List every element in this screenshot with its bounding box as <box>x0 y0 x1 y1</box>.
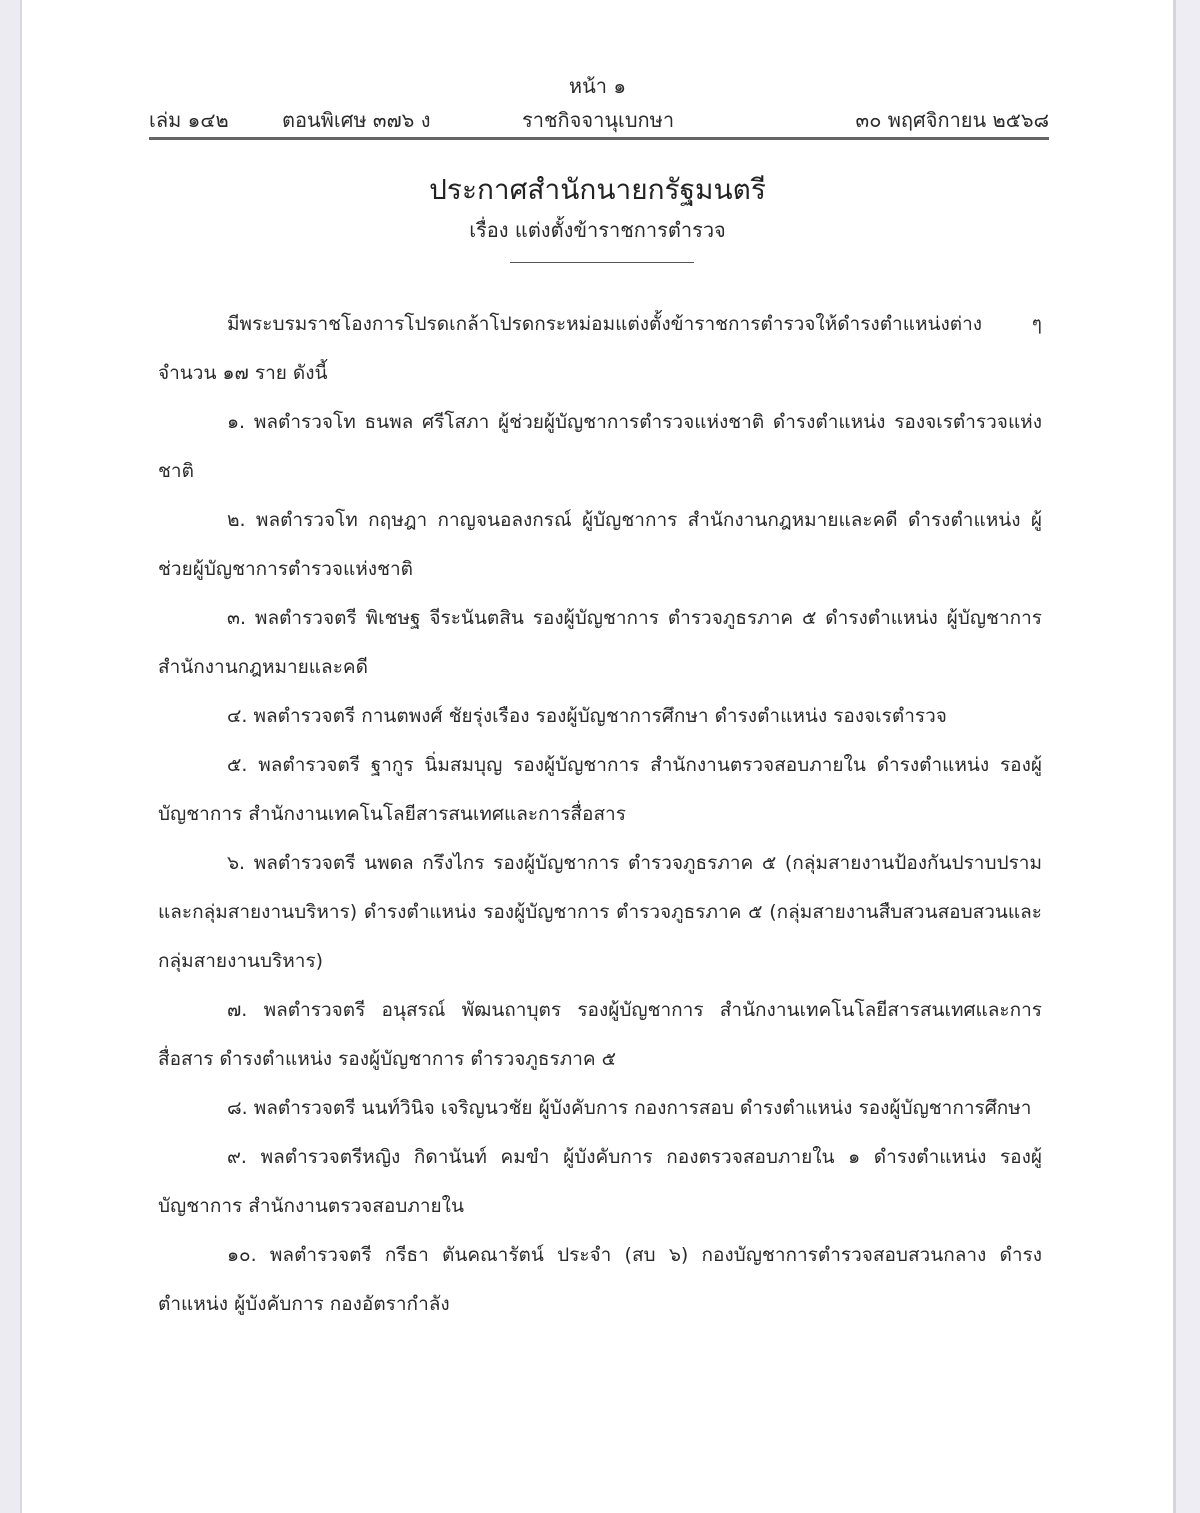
publication-name: ราชกิจจานุเบกษา <box>522 108 675 132</box>
header-divider <box>149 137 1049 140</box>
page-number: หน้า ๑ <box>568 74 627 98</box>
appointment-item-8: ๘. พลตำรวจตรี นนท์วินิจ เจริญนวชัย ผู้บังคับการ กองการสอบ ดำรงตำแหน่ง รองผู้บัญชาการศึกษา <box>227 1097 1032 1119</box>
volume-number: เล่ม ๑๔๒ <box>149 108 229 132</box>
document-subject: เรื่อง แต่งตั้งข้าราชการตำรวจ <box>469 218 726 242</box>
appointment-item-2: ๒. พลตำรวจโท กฤษฎา กาญจนอลงกรณ์ ผู้บัญชาการ สำนักงานกฎหมายและคดี ดำรงตำแหน่ง ผู้ช่วยผู้บัญชาการตำรวจแห่งชาติ <box>158 509 1042 580</box>
document-title: ประกาศสำนักนายกรัฐมนตรี <box>429 173 766 206</box>
viewer-left-gutter <box>0 0 22 1513</box>
intro-paragraph: มีพระบรมราชโองการโปรดเกล้าโปรดกระหม่อมแต่งตั้งข้าราชการตำรวจให้ดำรงตำแหน่งต่าง ๆ จำนวน ๑๗ ราย ดังนี้ <box>158 313 1042 384</box>
appointment-item-1: ๑. พลตำรวจโท ธนพล ศรีโสภา ผู้ช่วยผู้บัญชาการตำรวจแห่งชาติ ดำรงตำแหน่ง รองจเรตำรวจแห่งชาติ <box>158 411 1042 482</box>
appointment-item-3: ๓. พลตำรวจตรี พิเชษฐ จีระนันตสิน รองผู้บัญชาการ ตำรวจภูธรภาค ๕ ดำรงตำแหน่ง ผู้บัญชาการ สำนักงานกฎหมายและคดี <box>158 607 1042 678</box>
publication-date: ๓๐ พฤศจิกายน ๒๕๖๘ <box>855 108 1049 132</box>
document-body <box>158 300 1042 1329</box>
appointment-item-7: ๗. พลตำรวจตรี อนุสรณ์ พัฒนถาบุตร รองผู้บัญชาการ สำนักงานเทคโนโลยีสารสนเทศและการสื่อสาร ดำรงตำแหน่ง รองผู้บัญชาการ ตำรวจภูธรภาค ๕ <box>158 999 1042 1070</box>
document-page <box>22 0 1173 1513</box>
viewer-scrollbar-track[interactable] <box>1173 0 1200 1513</box>
issue-number: ตอนพิเศษ ๓๗๖ ง <box>282 108 431 132</box>
gazette-header <box>149 104 1049 134</box>
appointment-item-4: ๔. พลตำรวจตรี กานตพงศ์ ชัยรุ่งเรือง รองผู้บัญชาการศึกษา ดำรงตำแหน่ง รองจเรตำรวจ <box>227 705 947 727</box>
title-divider <box>510 262 694 263</box>
appointment-item-9: ๙. พลตำรวจตรีหญิง กิดานันท์ คมขำ ผู้บังคับการ กองตรวจสอบภายใน ๑ ดำรงตำแหน่ง รองผู้บัญชาการ สำนักงานตรวจสอบภายใน <box>158 1146 1042 1217</box>
appointment-item-5: ๕. พลตำรวจตรี ฐากูร นิ่มสมบุญ รองผู้บัญชาการ สำนักงานตรวจสอบภายใน ดำรงตำแหน่ง รองผู้บัญชาการ สำนักงานเทคโนโลยีสารสนเทศและการสื่อสาร <box>158 754 1042 825</box>
appointment-item-6: ๖. พลตำรวจตรี นพดล กรึงไกร รองผู้บัญชาการ ตำรวจภูธรภาค ๕ (กลุ่มสายงานป้องกันปราบปรามและกลุ่มสายงานบริหาร) ดำรงตำแหน่ง รองผู้บัญชาการ ตำรวจภูธรภาค ๕ (กลุ่มสายงานสืบสวนสอบสวนและกลุ่มสายงานบริหาร) <box>158 852 1042 972</box>
appointment-item-10: ๑๐. พลตำรวจตรี กรีธา ตันคณารัตน์ ประจำ (สบ ๖) กองบัญชาการตำรวจสอบสวนกลาง ดำรงตำแหน่ง ผู้บังคับการ กองอัตรากำลัง <box>158 1244 1042 1315</box>
